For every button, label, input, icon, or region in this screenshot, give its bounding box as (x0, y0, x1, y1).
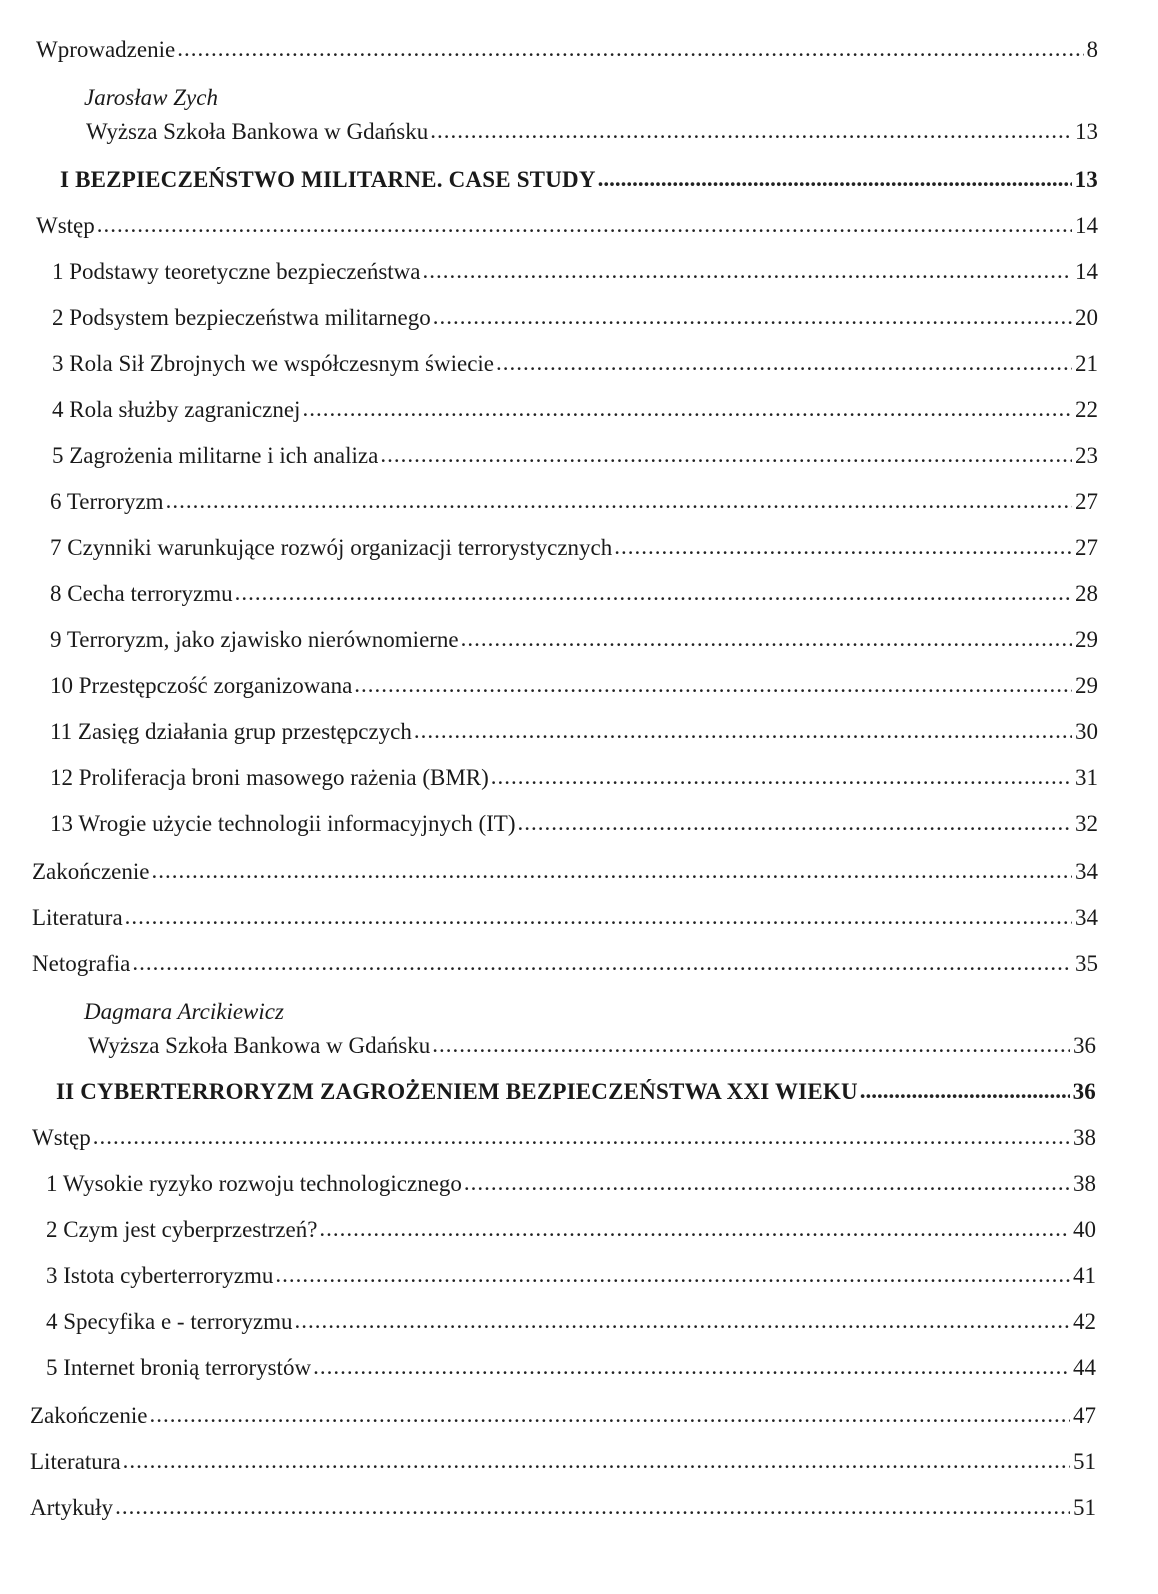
author-name: Dagmara Arcikiewicz (84, 999, 284, 1024)
toc-entry-title: Zakończenie (30, 1403, 148, 1428)
toc-page-number: 41 (1073, 1263, 1096, 1288)
toc-entry-title: 4 Rola służby zagranicznej (52, 397, 301, 422)
toc-entry (50, 672, 1098, 700)
dot-leader (302, 395, 1072, 423)
toc-entry (46, 1170, 1096, 1198)
toc-page-number: 29 (1075, 673, 1098, 698)
toc-entry-title: 6 Terroryzm (50, 489, 164, 514)
toc-entry (50, 626, 1098, 654)
toc-entry (36, 36, 1098, 64)
toc-page-number: 31 (1075, 765, 1098, 790)
toc-entry-title: Literatura (32, 905, 123, 930)
toc-entry-title: 2 Podsystem bezpieczeństwa militarnego (52, 305, 431, 330)
toc-entry (32, 1124, 1096, 1152)
toc-entry-title: II CYBERTERRORYZM ZAGROŻENIEM BEZPIECZEŃSTWA XXI WIEKU (56, 1079, 858, 1104)
toc-entry-title: Wprowadzenie (36, 37, 176, 62)
dot-leader (275, 1261, 1070, 1289)
dot-leader (115, 1493, 1070, 1521)
toc-entry-title: 1 Wysokie ryzyko rozwoju technologicznego (46, 1171, 462, 1196)
toc-entry (46, 1262, 1096, 1290)
toc-entry-title: 9 Terroryzm, jako zjawisko nierównomierne (50, 627, 459, 652)
toc-entry (52, 350, 1098, 378)
dot-leader (432, 1031, 1070, 1059)
toc-entry (52, 396, 1098, 424)
toc-entry-title: 5 Internet bronią terrorystów (46, 1355, 312, 1380)
dot-leader (380, 441, 1072, 469)
toc-chapter-heading (60, 166, 1098, 194)
toc-entry (86, 118, 1098, 146)
toc-page-number: 34 (1075, 905, 1098, 930)
toc-page-number: 51 (1073, 1449, 1096, 1474)
toc-entry-title: 13 Wrogie użycie technologii informacyjnych (IT) (50, 811, 516, 836)
dot-leader (422, 257, 1072, 285)
toc-page-number: 20 (1075, 305, 1098, 330)
toc-entry-title: Artykuły (30, 1495, 114, 1520)
toc-entry-title: 12 Proliferacja broni masowego rażenia (BMR) (50, 765, 489, 790)
toc-entry (52, 304, 1098, 332)
toc-entry-title: Wyższa Szkoła Bankowa w Gdańsku (86, 119, 429, 144)
toc-entry-title: 2 Czym jest cyberprzestrzeń? (46, 1217, 318, 1242)
dot-leader (433, 303, 1072, 331)
toc-page-number: 35 (1075, 951, 1098, 976)
toc-entry-title: 11 Zasięg działania grup przestępczych (50, 719, 412, 744)
dot-leader (354, 671, 1072, 699)
toc-entry-title: Wyższa Szkoła Bankowa w Gdańsku (88, 1033, 431, 1058)
toc-entry (46, 1354, 1096, 1382)
toc-page-number: 27 (1075, 489, 1098, 514)
toc-page-number: 13 (1074, 167, 1098, 192)
toc-chapter-heading (56, 1078, 1096, 1106)
dot-leader (860, 1077, 1070, 1105)
toc-page-number: 34 (1075, 859, 1098, 884)
toc-entry (50, 580, 1098, 608)
toc-page-number: 23 (1075, 443, 1098, 468)
dot-leader (149, 1401, 1070, 1429)
toc-entry-title: Netografia (32, 951, 131, 976)
toc-page-number: 22 (1075, 397, 1098, 422)
toc-entry (50, 764, 1098, 792)
toc-entry-title: 7 Czynniki warunkujące rozwój organizacji terrorystycznych (50, 535, 613, 560)
toc-page-number: 36 (1073, 1033, 1096, 1058)
toc-page-number: 8 (1086, 37, 1098, 62)
toc-page-number: 28 (1075, 581, 1098, 606)
toc-page-number: 47 (1073, 1403, 1096, 1428)
dot-leader (319, 1215, 1070, 1243)
dot-leader (518, 809, 1072, 837)
toc-entry-title: 5 Zagrożenia militarne i ich analiza (52, 443, 379, 468)
dot-leader (177, 35, 1083, 63)
dot-leader (598, 165, 1072, 193)
dot-leader (461, 625, 1072, 653)
toc-page-number: 32 (1075, 811, 1098, 836)
dot-leader (614, 533, 1072, 561)
toc-page-number: 27 (1075, 535, 1098, 560)
toc-entry (30, 1402, 1096, 1430)
dot-leader (295, 1307, 1070, 1335)
dot-leader (93, 1123, 1070, 1151)
dot-leader (313, 1353, 1070, 1381)
toc-entry-title: 1 Podstawy teoretyczne bezpieczeństwa (52, 259, 421, 284)
toc-entry (50, 718, 1098, 746)
toc-entry (32, 904, 1098, 932)
toc-entry (52, 258, 1098, 286)
toc-page-number: 38 (1073, 1125, 1096, 1150)
toc-page-number: 14 (1075, 213, 1098, 238)
toc-entry (50, 488, 1098, 516)
toc-entry-title: 10 Przestępczość zorganizowana (50, 673, 353, 698)
toc-entry (46, 1308, 1096, 1336)
toc-entry-title: Wstęp (32, 1125, 91, 1150)
dot-leader (430, 117, 1072, 145)
dot-leader (464, 1169, 1070, 1197)
toc-entry-title: Wstęp (36, 213, 95, 238)
toc-entry (50, 534, 1098, 562)
toc-entry-title: 3 Istota cyberterroryzmu (46, 1263, 274, 1288)
toc-page-number: 44 (1073, 1355, 1096, 1380)
toc-entry (30, 1448, 1096, 1476)
toc-entry-title: Literatura (30, 1449, 121, 1474)
dot-leader (496, 349, 1072, 377)
toc-page-number: 42 (1073, 1309, 1096, 1334)
toc-entry (46, 1216, 1096, 1244)
dot-leader (166, 487, 1072, 515)
toc-entry-title: 4 Specyfika e - terroryzmu (46, 1309, 293, 1334)
dot-leader (125, 903, 1072, 931)
dot-leader (414, 717, 1072, 745)
dot-leader (491, 763, 1072, 791)
toc-entry (52, 442, 1098, 470)
dot-leader (151, 857, 1072, 885)
toc-page-number: 40 (1073, 1217, 1096, 1242)
toc-page-number: 38 (1073, 1171, 1096, 1196)
toc-page-number: 36 (1072, 1079, 1096, 1104)
toc-entry (36, 212, 1098, 240)
toc-entry (88, 1032, 1096, 1060)
dot-leader (132, 949, 1072, 977)
toc-page-number: 29 (1075, 627, 1098, 652)
toc-entry (32, 950, 1098, 978)
toc-entry (32, 858, 1098, 886)
toc-entry-title: 8 Cecha terroryzmu (50, 581, 233, 606)
dot-leader (123, 1447, 1070, 1475)
toc-entry (30, 1494, 1096, 1522)
dot-leader (235, 579, 1072, 607)
toc-page-number: 51 (1073, 1495, 1096, 1520)
author-name: Jarosław Zych (84, 85, 218, 110)
toc-entry (50, 810, 1098, 838)
dot-leader (97, 211, 1072, 239)
toc-entry-title: Zakończenie (32, 859, 150, 884)
toc-page-number: 30 (1075, 719, 1098, 744)
toc-entry-title: I BEZPIECZEŃSTWO MILITARNE. CASE STUDY (60, 167, 596, 192)
toc-page-number: 21 (1075, 351, 1098, 376)
toc-page-number: 14 (1075, 259, 1098, 284)
toc-page-number: 13 (1075, 119, 1098, 144)
toc-entry-title: 3 Rola Sił Zbrojnych we współczesnym świecie (52, 351, 495, 376)
